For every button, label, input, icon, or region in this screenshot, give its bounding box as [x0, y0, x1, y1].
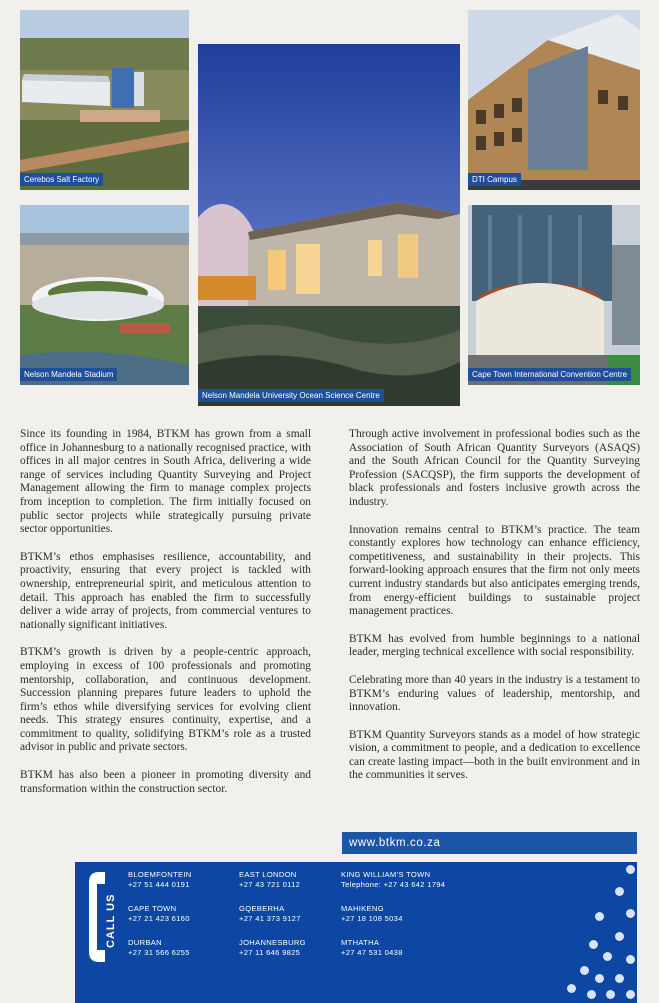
- decorative-dot: [615, 974, 624, 983]
- caption-convention: Cape Town International Convention Centre: [468, 368, 631, 381]
- office-phone[interactable]: Telephone: +27 43 642 1794: [341, 880, 446, 889]
- left-paragraph: Since its founding in 1984, BTKM has grown from a small office in Johannesburg to a nationally recognised practice, with offices in all major centres in South Africa, delivering a wide range of services including Quantity Surveying and Project Management allowing the firm to manage complex projects from inception to completion. The firm initially focused on public sector projects while strategically pursuing private sector opportunities.: [20, 428, 311, 536]
- decorative-dot: [615, 932, 624, 941]
- right-paragraph: Innovation remains central to BTKM’s practice. The team constantly explores how technology can enhance efficiency, competitiveness, and sustainability in their projects. This forward-looking approach ensures that the firm not only meets current industry standards but also anticipates emerging trends, from energy-efficient buildings to sustainable project management practices.: [349, 523, 640, 618]
- office-city: DURBAN: [128, 938, 162, 947]
- decorative-dot: [606, 990, 615, 999]
- photo-ocean-science-centre: [198, 44, 460, 406]
- caption-ocean-centre: Nelson Mandela University Ocean Science Centre: [198, 389, 384, 402]
- office-city: EAST LONDON: [239, 870, 297, 879]
- left-paragraph: BTKM has also been a pioneer in promoting diversity and transformation within the construction sector.: [20, 769, 311, 795]
- office-city: BLOEMFONTEIN: [128, 870, 192, 879]
- office-mahikeng: [341, 904, 403, 924]
- office-phone[interactable]: +27 21 423 6160: [128, 914, 190, 923]
- caption-dti: DTI Campus: [468, 173, 521, 186]
- office-city: JOHANNESBURG: [239, 938, 306, 947]
- photo-cape-town-convention-centre: [468, 205, 640, 385]
- office-phone[interactable]: +27 47 531 0438: [341, 948, 403, 957]
- office-bloemfontein: [128, 870, 192, 890]
- left-paragraph: BTKM’s growth is driven by a people-centric approach, employing in excess of 100 professionals and promoting mentorship, collaboration, and continuous development. Succession planning prepares future leaders to uphold the firm’s ethos while diversifying services for evolving client needs. This strategy ensures continuity, expertise, and a commitment to quality, solidifying BTKM’s role as a trusted advisor in public and private sectors.: [20, 646, 311, 754]
- office-gqeberha: [239, 904, 301, 924]
- decorative-dot: [626, 865, 635, 874]
- website-link[interactable]: www.btkm.co.za: [342, 832, 637, 854]
- right-paragraph: BTKM has evolved from humble beginnings to a national leader, merging technical excellence with social responsibility.: [349, 632, 640, 659]
- decorative-dot: [615, 887, 624, 896]
- decorative-dot: [626, 990, 635, 999]
- decorative-dot: [626, 955, 635, 964]
- decorative-dot: [567, 984, 576, 993]
- dti-building-illustration: [468, 10, 640, 190]
- office-city: GQEBERHA: [239, 904, 285, 913]
- office-phone[interactable]: +27 43 721 0112: [239, 880, 301, 889]
- caption-stadium: Nelson Mandela Stadium: [20, 368, 117, 381]
- photo-dti-campus: [468, 10, 640, 190]
- contact-panel: [75, 862, 637, 1003]
- left-paragraph: BTKM’s ethos emphasises resilience, accountability, and proactivity, ensuring that every project is tackled with ownership, entrepreneurial spirit, and meticulous attention to detail. This approach has enabled the firm to successfully deliver a wide array of projects, from commercial ventures to nationally significant initiatives.: [20, 550, 311, 631]
- office-phone[interactable]: +27 11 646 9825: [239, 948, 301, 957]
- call-us-badge: [85, 870, 125, 970]
- office-east-london: [239, 870, 300, 890]
- office-city: MTHATHA: [341, 938, 380, 947]
- office-city: CAPE TOWN: [128, 904, 177, 913]
- office-cape-town: [128, 904, 190, 924]
- decorative-dot: [603, 952, 612, 961]
- right-column: [349, 428, 640, 797]
- right-paragraph: Through active involvement in professional bodies such as the Association of South African Quantity Surveyors (ASAQS) and the South African Council for the Quantity Surveying Profession (SACQSP), the firm supports the development of black professionals and fosters inclusive growth across the industry.: [349, 428, 640, 508]
- call-us-label: CALL US: [105, 893, 117, 948]
- factory-illustration: [20, 10, 189, 190]
- office-phone[interactable]: +27 51 444 0191: [128, 880, 190, 889]
- left-column: [20, 428, 311, 810]
- caption-cerebos: Cerebos Salt Factory: [20, 173, 103, 186]
- stadium-illustration: [20, 205, 189, 385]
- decorative-dot: [589, 940, 598, 949]
- right-paragraph: BTKM Quantity Surveyors stands as a model of how strategic vision, a commitment to people, and a dedication to excellence can create lasting impact—both in the built environment and in the communities it serves.: [349, 728, 640, 782]
- decorative-dot: [595, 974, 604, 983]
- office-phone[interactable]: +27 31 566 6255: [128, 948, 190, 957]
- phone-handset-icon: [85, 870, 125, 970]
- office-durban: [128, 938, 190, 958]
- office-king-williams-town: [341, 870, 445, 890]
- convention-centre-illustration: [468, 205, 640, 385]
- ocean-centre-illustration: [198, 44, 460, 406]
- decorative-dot: [580, 966, 589, 975]
- office-johannesburg: [239, 938, 306, 958]
- decorative-dot: [587, 990, 596, 999]
- office-mthatha: [341, 938, 403, 958]
- right-paragraph: Celebrating more than 40 years in the industry is a testament to BTKM’s enduring values of leadership, mentorship, and innovation.: [349, 673, 640, 714]
- office-city: MAHIKENG: [341, 904, 384, 913]
- decorative-dot: [626, 909, 635, 918]
- photo-cerebos-salt-factory: [20, 10, 189, 190]
- decorative-dot: [595, 912, 604, 921]
- photo-nelson-mandela-stadium: [20, 205, 189, 385]
- office-city: KING WILLIAM’S TOWN: [341, 870, 431, 879]
- office-phone[interactable]: +27 18 108 5034: [341, 914, 403, 923]
- office-phone[interactable]: +27 41 373 9127: [239, 914, 301, 923]
